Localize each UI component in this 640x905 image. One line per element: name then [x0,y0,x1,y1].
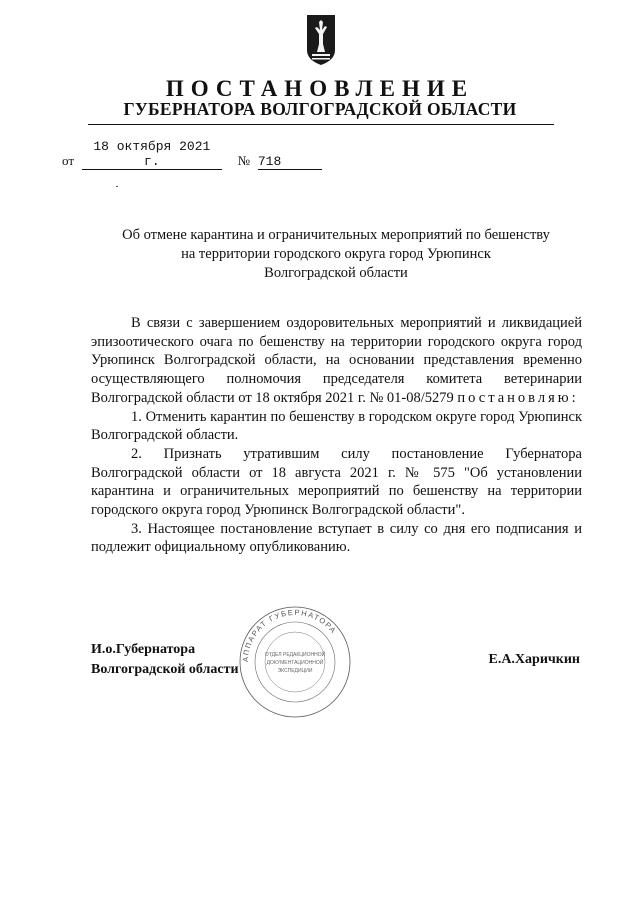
coat-of-arms-emblem [306,14,336,66]
signatory-name: Е.А.Харичкин [488,652,580,667]
subject-line: на территории городского округа город Урюпинск [181,246,491,262]
document-title: ПОСТАНОВЛЕНИЕ [165,76,475,101]
header-divider [88,124,554,125]
document-number: 718 [258,154,322,170]
document-date: 18 октября 2021 г. [82,139,222,170]
position-line: Волгоградской области [91,662,239,677]
subject-line: Об отмене карантина и ограничительных мероприятий по бешенству [122,227,550,243]
body-paragraph-item-3: 3. Настоящее постановление вступает в силу со дня его подписания и подлежит официальному опубликованию. [91,520,582,556]
document-body [91,314,582,557]
body-paragraph-item-1: 1. Отменить карантин по бешенству в городском округе город Урюпинск Волгоградской области. [91,408,582,444]
body-paragraph-intro [91,314,582,408]
position-line: И.о.Губернатора [91,642,196,657]
subject-line: Волгоградской области [264,265,408,281]
signatory-position [91,640,239,680]
document-subject [90,226,582,283]
decree-word: постановляю: [457,389,579,406]
stamp-inner-text: ЭКСПЕДИЦИИ [277,668,313,674]
body-paragraph-item-2: 2. Признать утратившим силу постановление Губернатора Волгоградской области от 18 августа 2021 г. № 575 "Об установлении карантина и ограничительных мероприятий по бешенству на территории городского округа город Урюпинск Волгоградской области". [91,445,582,519]
stamp-outer-text: АППАРАТ ГУБЕРНАТОРА [240,607,339,663]
official-stamp [230,604,360,720]
document-issuer: ГУБЕРНАТОРА ВОЛГОГРАДСКОЙ ОБЛАСТИ [123,99,517,119]
stamp-inner-text: ДОКУМЕНТАЦИОННОЙ [266,660,324,666]
date-number-row [62,139,322,170]
intro-text: В связи с завершением оздоровительных мероприятий и ликвидацией эпизоотического очага по бешенству на территории городского округа город Урюпинск Волгоградской области, на основании представления временно осуществляющего полномочия председателя комитета ветеринарии Волгоградской области от 18 октября 2021 г. № 01-08/5279 [91,315,582,406]
number-label: № [237,153,251,168]
from-label: от [62,153,75,168]
stamp-inner-text: ОТДЕЛ РЕДАКЦИОННОЙ [264,652,326,658]
scan-speck [116,186,118,187]
